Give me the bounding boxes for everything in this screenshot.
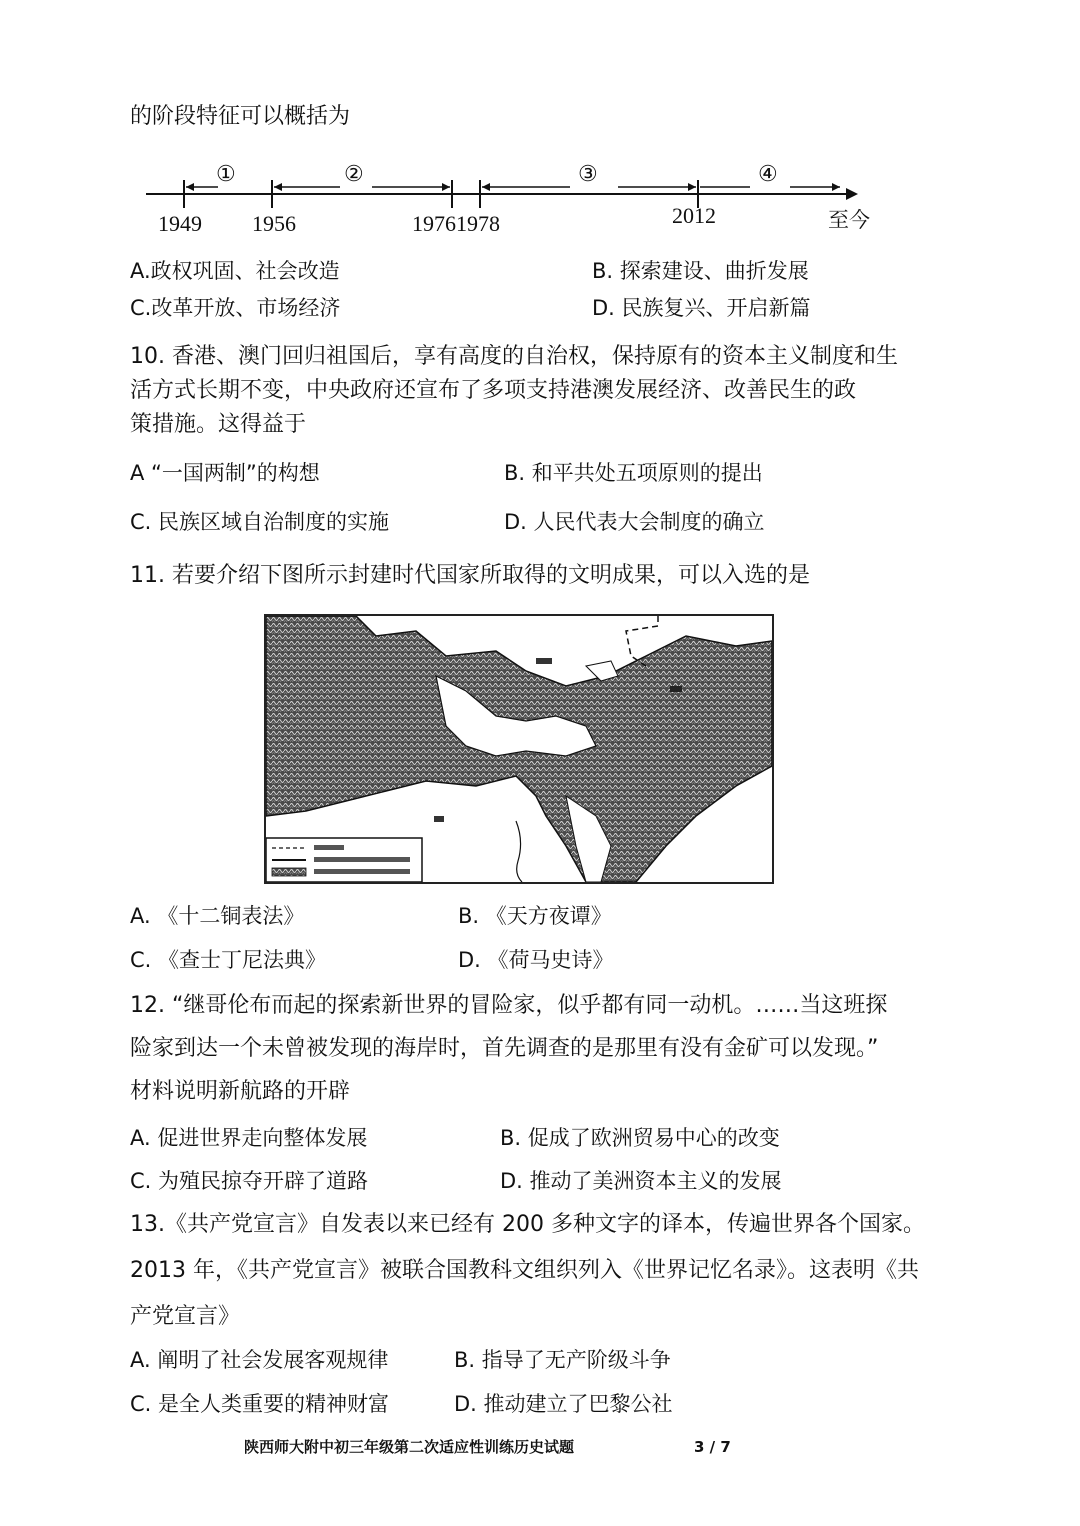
q9-option-b[interactable]: B. 探索建设、曲折发展	[592, 259, 809, 283]
q11-stem: 11. 若要介绍下图所示封建时代国家所取得的文明成果，可以入选的是	[130, 563, 810, 588]
q13-line-1: 13.《共产党宣言》自发表以来已经有 200 多种文字的译本，传遍世界各个国家。	[130, 1212, 925, 1237]
q12-line-1: 12. “继哥伦布而起的探索新世界的冒险家，似乎都有同一动机。……当这班探	[130, 993, 888, 1018]
q13-option-a[interactable]: A. 阐明了社会发展客观规律	[130, 1348, 389, 1372]
year-2012: 2012	[672, 203, 716, 228]
q10-line-2: 活方式长期不变，中央政府还宣布了多项支持港澳发展经济、改善民生的政	[130, 378, 857, 403]
q12-line-3: 材料说明新航路的开辟	[130, 1079, 351, 1104]
stage-mark-3: ③	[578, 161, 598, 186]
q9-option-c[interactable]: C.改革开放、市场经济	[130, 296, 341, 320]
year-1956: 1956	[252, 211, 296, 236]
q10-option-c[interactable]: C. 民族区域自治制度的实施	[130, 510, 390, 534]
historical-map	[264, 614, 774, 884]
q10-line-1: 10. 香港、澳门回归祖国后，享有高度的自治权，保持原有的资本主义制度和生	[130, 344, 898, 369]
q11-option-d[interactable]: D. 《荷马史诗》	[458, 948, 614, 972]
stage-mark-1: ①	[216, 161, 236, 186]
year-1949: 1949	[158, 211, 202, 236]
year-present: 至今	[828, 208, 870, 232]
q11-option-c[interactable]: C. 《查士丁尼法典》	[130, 948, 327, 972]
q10-line-3: 策措施。这得益于	[130, 412, 307, 437]
q9-option-d[interactable]: D. 民族复兴、开启新篇	[592, 296, 811, 320]
q13-option-b[interactable]: B. 指导了无产阶级斗争	[454, 1348, 671, 1372]
q12-option-d[interactable]: D. 推动了美洲资本主义的发展	[500, 1169, 782, 1193]
q9-stem-tail: 的阶段特征可以概括为	[130, 104, 351, 129]
q11-option-b[interactable]: B. 《天方夜谭》	[458, 904, 612, 928]
q13-option-d[interactable]: D. 推动建立了巴黎公社	[454, 1392, 673, 1416]
stage-mark-2: ②	[344, 161, 364, 186]
q10-option-a[interactable]: A “一国两制”的构想	[130, 461, 320, 485]
q11-option-a[interactable]: A. 《十二铜表法》	[130, 904, 305, 928]
stage-mark-4: ④	[758, 161, 778, 186]
q12-line-2: 险家到达一个未曾被发现的海岸时，首先调查的是那里有没有金矿可以发现。”	[130, 1036, 879, 1061]
q12-option-b[interactable]: B. 促成了欧洲贸易中心的改变	[500, 1126, 780, 1150]
q13-option-c[interactable]: C. 是全人类重要的精神财富	[130, 1392, 390, 1416]
q13-line-3: 产党宣言》	[130, 1304, 241, 1329]
q9-option-a[interactable]: A.政权巩固、社会改造	[130, 259, 340, 283]
q12-option-a[interactable]: A. 促进世界走向整体发展	[130, 1126, 368, 1150]
page-number: 3 / 7	[694, 1438, 731, 1456]
footer-title: 陕西师大附中初三年级第二次适应性训练历史试题	[244, 1438, 575, 1456]
year-1976-1978: 19761978	[412, 211, 500, 236]
q10-option-d[interactable]: D. 人民代表大会制度的确立	[504, 510, 765, 534]
q12-option-c[interactable]: C. 为殖民掠夺开辟了道路	[130, 1169, 369, 1193]
q13-line-2: 2013 年，《共产党宣言》被联合国教科文组织列入《世界记忆名录》。这表明《共	[130, 1258, 919, 1283]
q10-option-b[interactable]: B. 和平共处五项原则的提出	[504, 461, 763, 485]
